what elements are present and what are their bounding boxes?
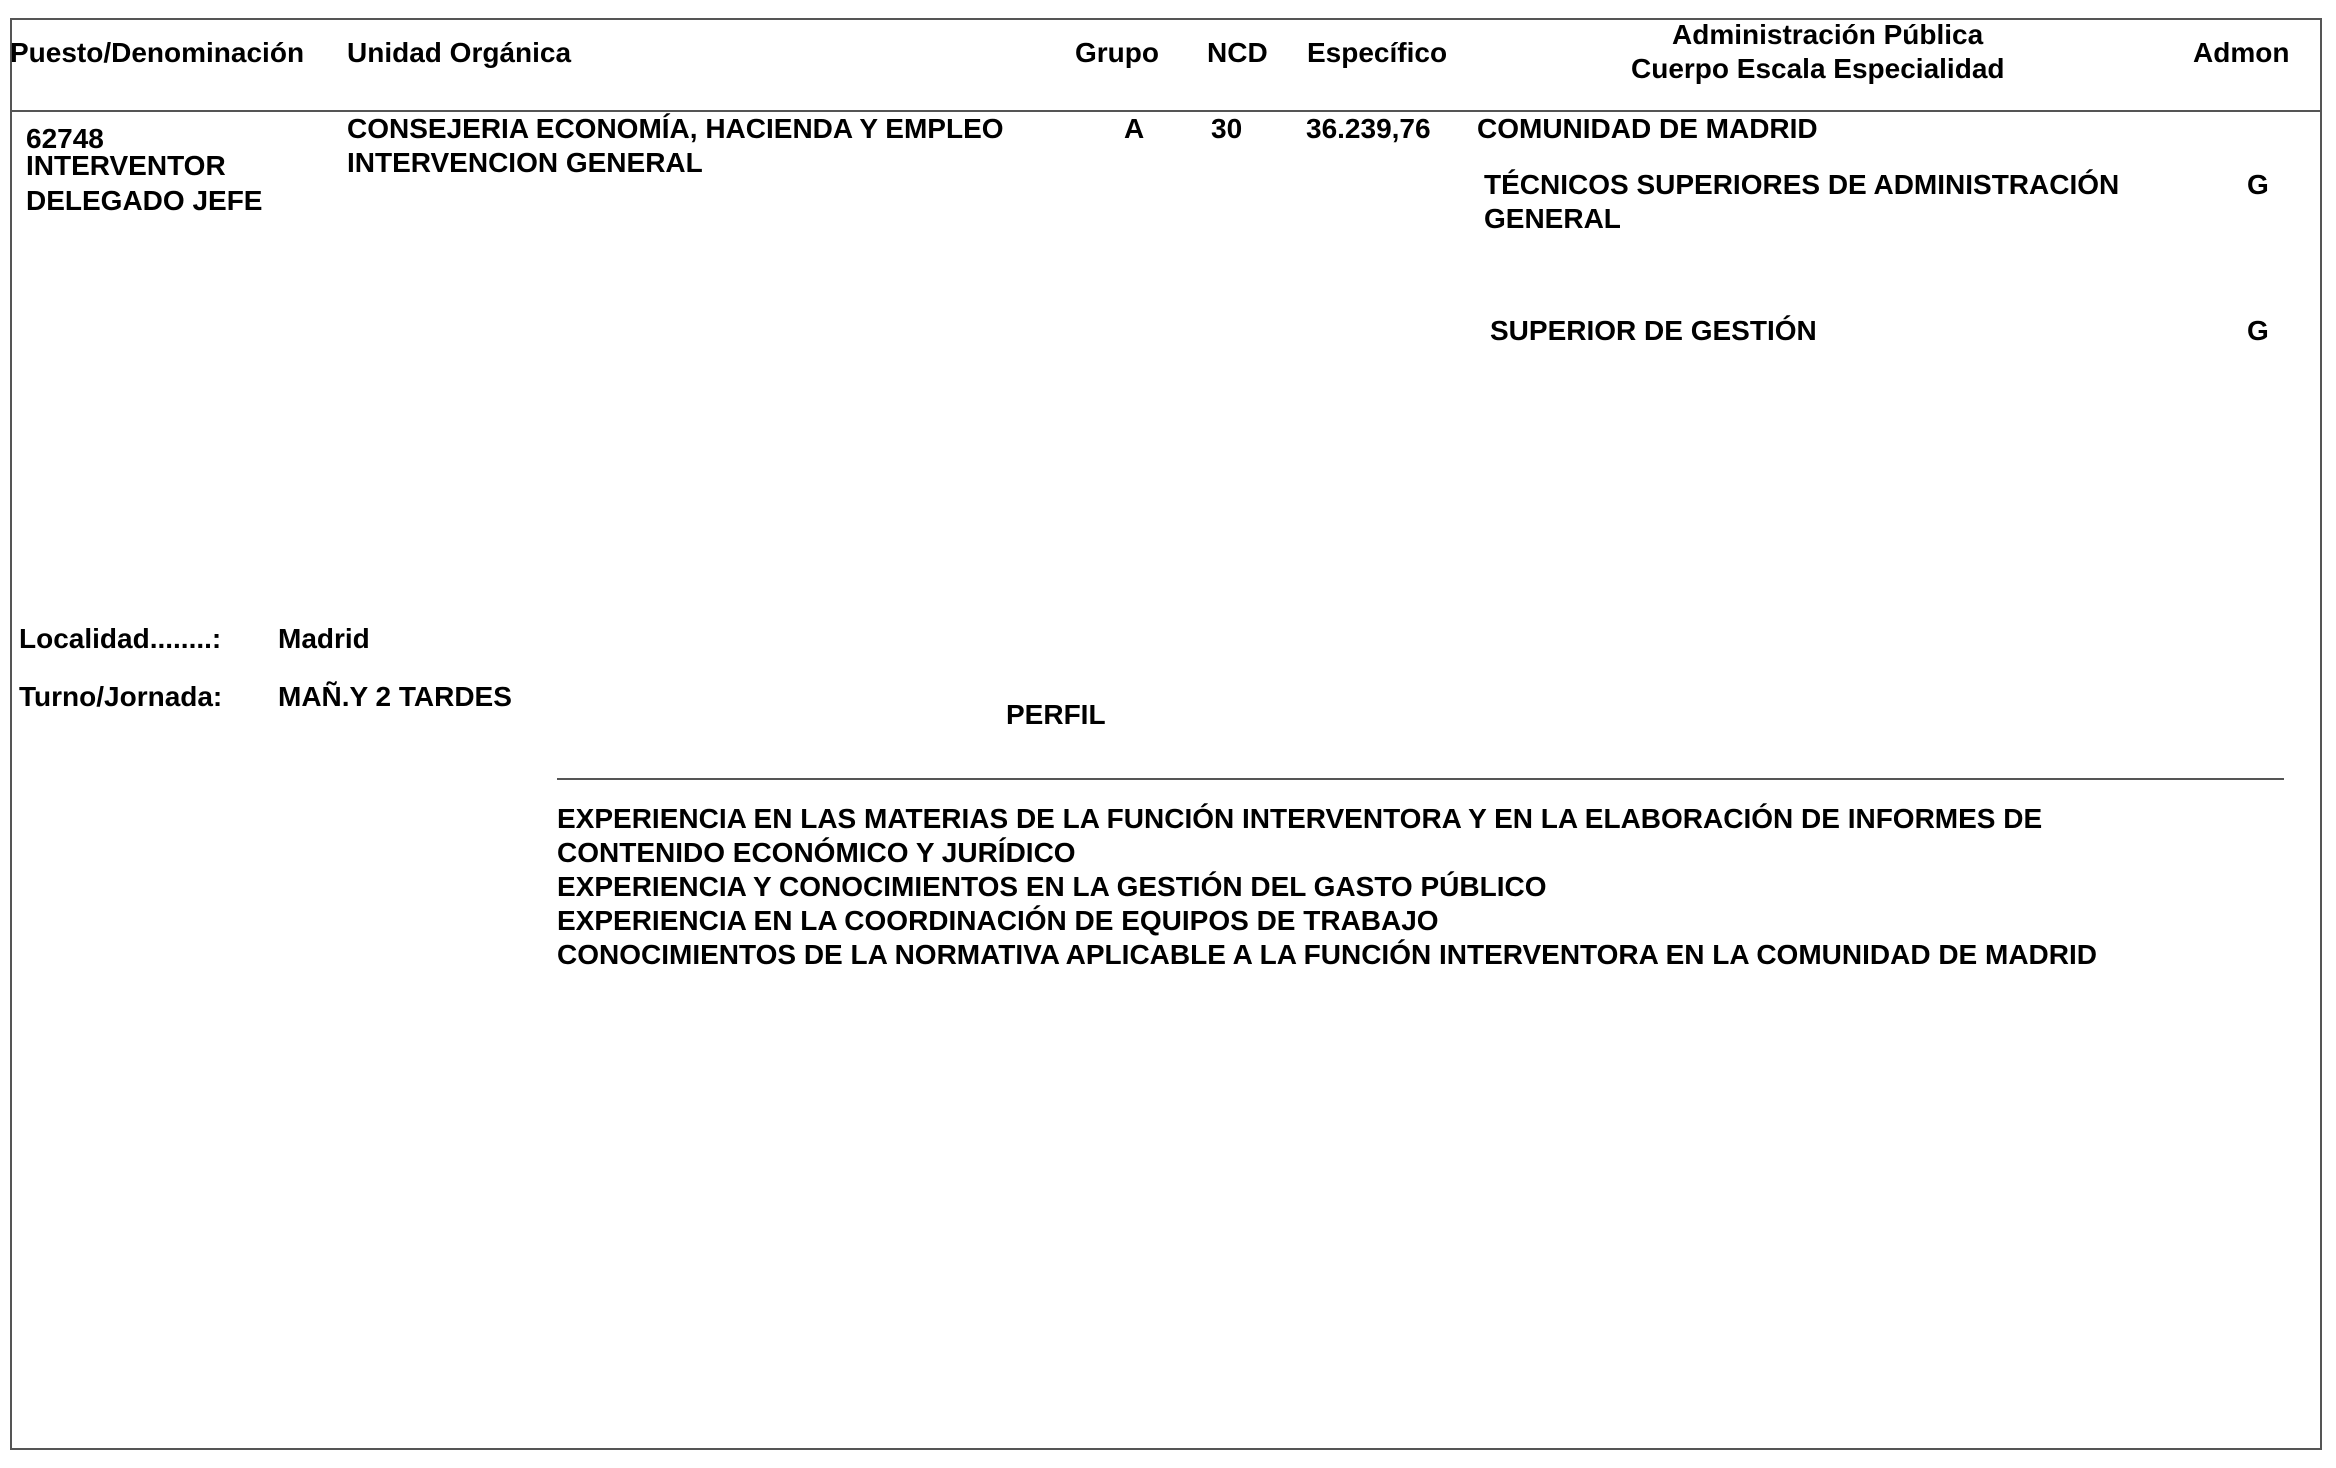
record-grupo: A	[1124, 113, 1145, 144]
record-unidad-line2: INTERVENCION GENERAL	[347, 147, 703, 178]
header-cuerpo-escala: Cuerpo Escala Especialidad	[1631, 53, 2005, 84]
record-unidad-line1: CONSEJERIA ECONOMÍA, HACIENDA Y EMPLEO	[347, 113, 1004, 144]
perfil-line: CONTENIDO ECONÓMICO Y JURÍDICO	[557, 837, 1076, 868]
turno-value: MAÑ.Y 2 TARDES	[278, 681, 512, 712]
header-grupo: Grupo	[1075, 37, 1159, 68]
perfil-list	[557, 802, 2097, 972]
record-cuerpo-line2: GENERAL	[1484, 203, 1621, 234]
record-cuerpo-line1: TÉCNICOS SUPERIORES DE ADMINISTRACIÓN	[1484, 169, 2120, 200]
record-administracion: COMUNIDAD DE MADRID	[1477, 113, 1818, 144]
perfil-title: PERFIL	[1006, 699, 1106, 730]
record-ncd: 30	[1211, 113, 1243, 144]
perfil-divider	[557, 778, 2284, 780]
record-codigo: 62748	[26, 123, 104, 154]
record-cuerpo-admon: G	[2247, 169, 2269, 200]
header-puesto: Puesto/Denominación	[10, 37, 305, 68]
localidad-label: Localidad........:	[19, 623, 222, 654]
record-especifico: 36.239,76	[1306, 113, 1431, 144]
perfil-line: CONOCIMIENTOS DE LA NORMATIVA APLICABLE A LA FUNCIÓN INTERVENTORA EN LA COMUNIDAD DE MADRID	[557, 939, 2097, 970]
perfil-line: EXPERIENCIA EN LA COORDINACIÓN DE EQUIPOS DE TRABAJO	[557, 905, 1439, 936]
localidad-value: Madrid	[278, 623, 370, 654]
record-escala: SUPERIOR DE GESTIÓN	[1490, 315, 1817, 346]
header-unidad: Unidad Orgánica	[347, 37, 572, 68]
header-ncd: NCD	[1207, 37, 1268, 68]
header-admin-publica: Administración Pública	[1672, 19, 1984, 50]
record-denominacion-line1: INTERVENTOR	[26, 150, 226, 181]
header-admon: Admon	[2193, 37, 2290, 68]
document-frame	[10, 18, 2322, 1450]
perfil-line: EXPERIENCIA EN LAS MATERIAS DE LA FUNCIÓN INTERVENTORA Y EN LA ELABORACIÓN DE INFORMES DE	[557, 803, 2043, 834]
record-escala-admon: G	[2247, 315, 2269, 346]
header-especifico: Específico	[1307, 37, 1448, 68]
record-denominacion-line2: DELEGADO JEFE	[26, 185, 263, 216]
turno-label: Turno/Jornada:	[19, 681, 223, 712]
perfil-line: EXPERIENCIA Y CONOCIMIENTOS EN LA GESTIÓN DEL GASTO PÚBLICO	[557, 871, 1547, 902]
